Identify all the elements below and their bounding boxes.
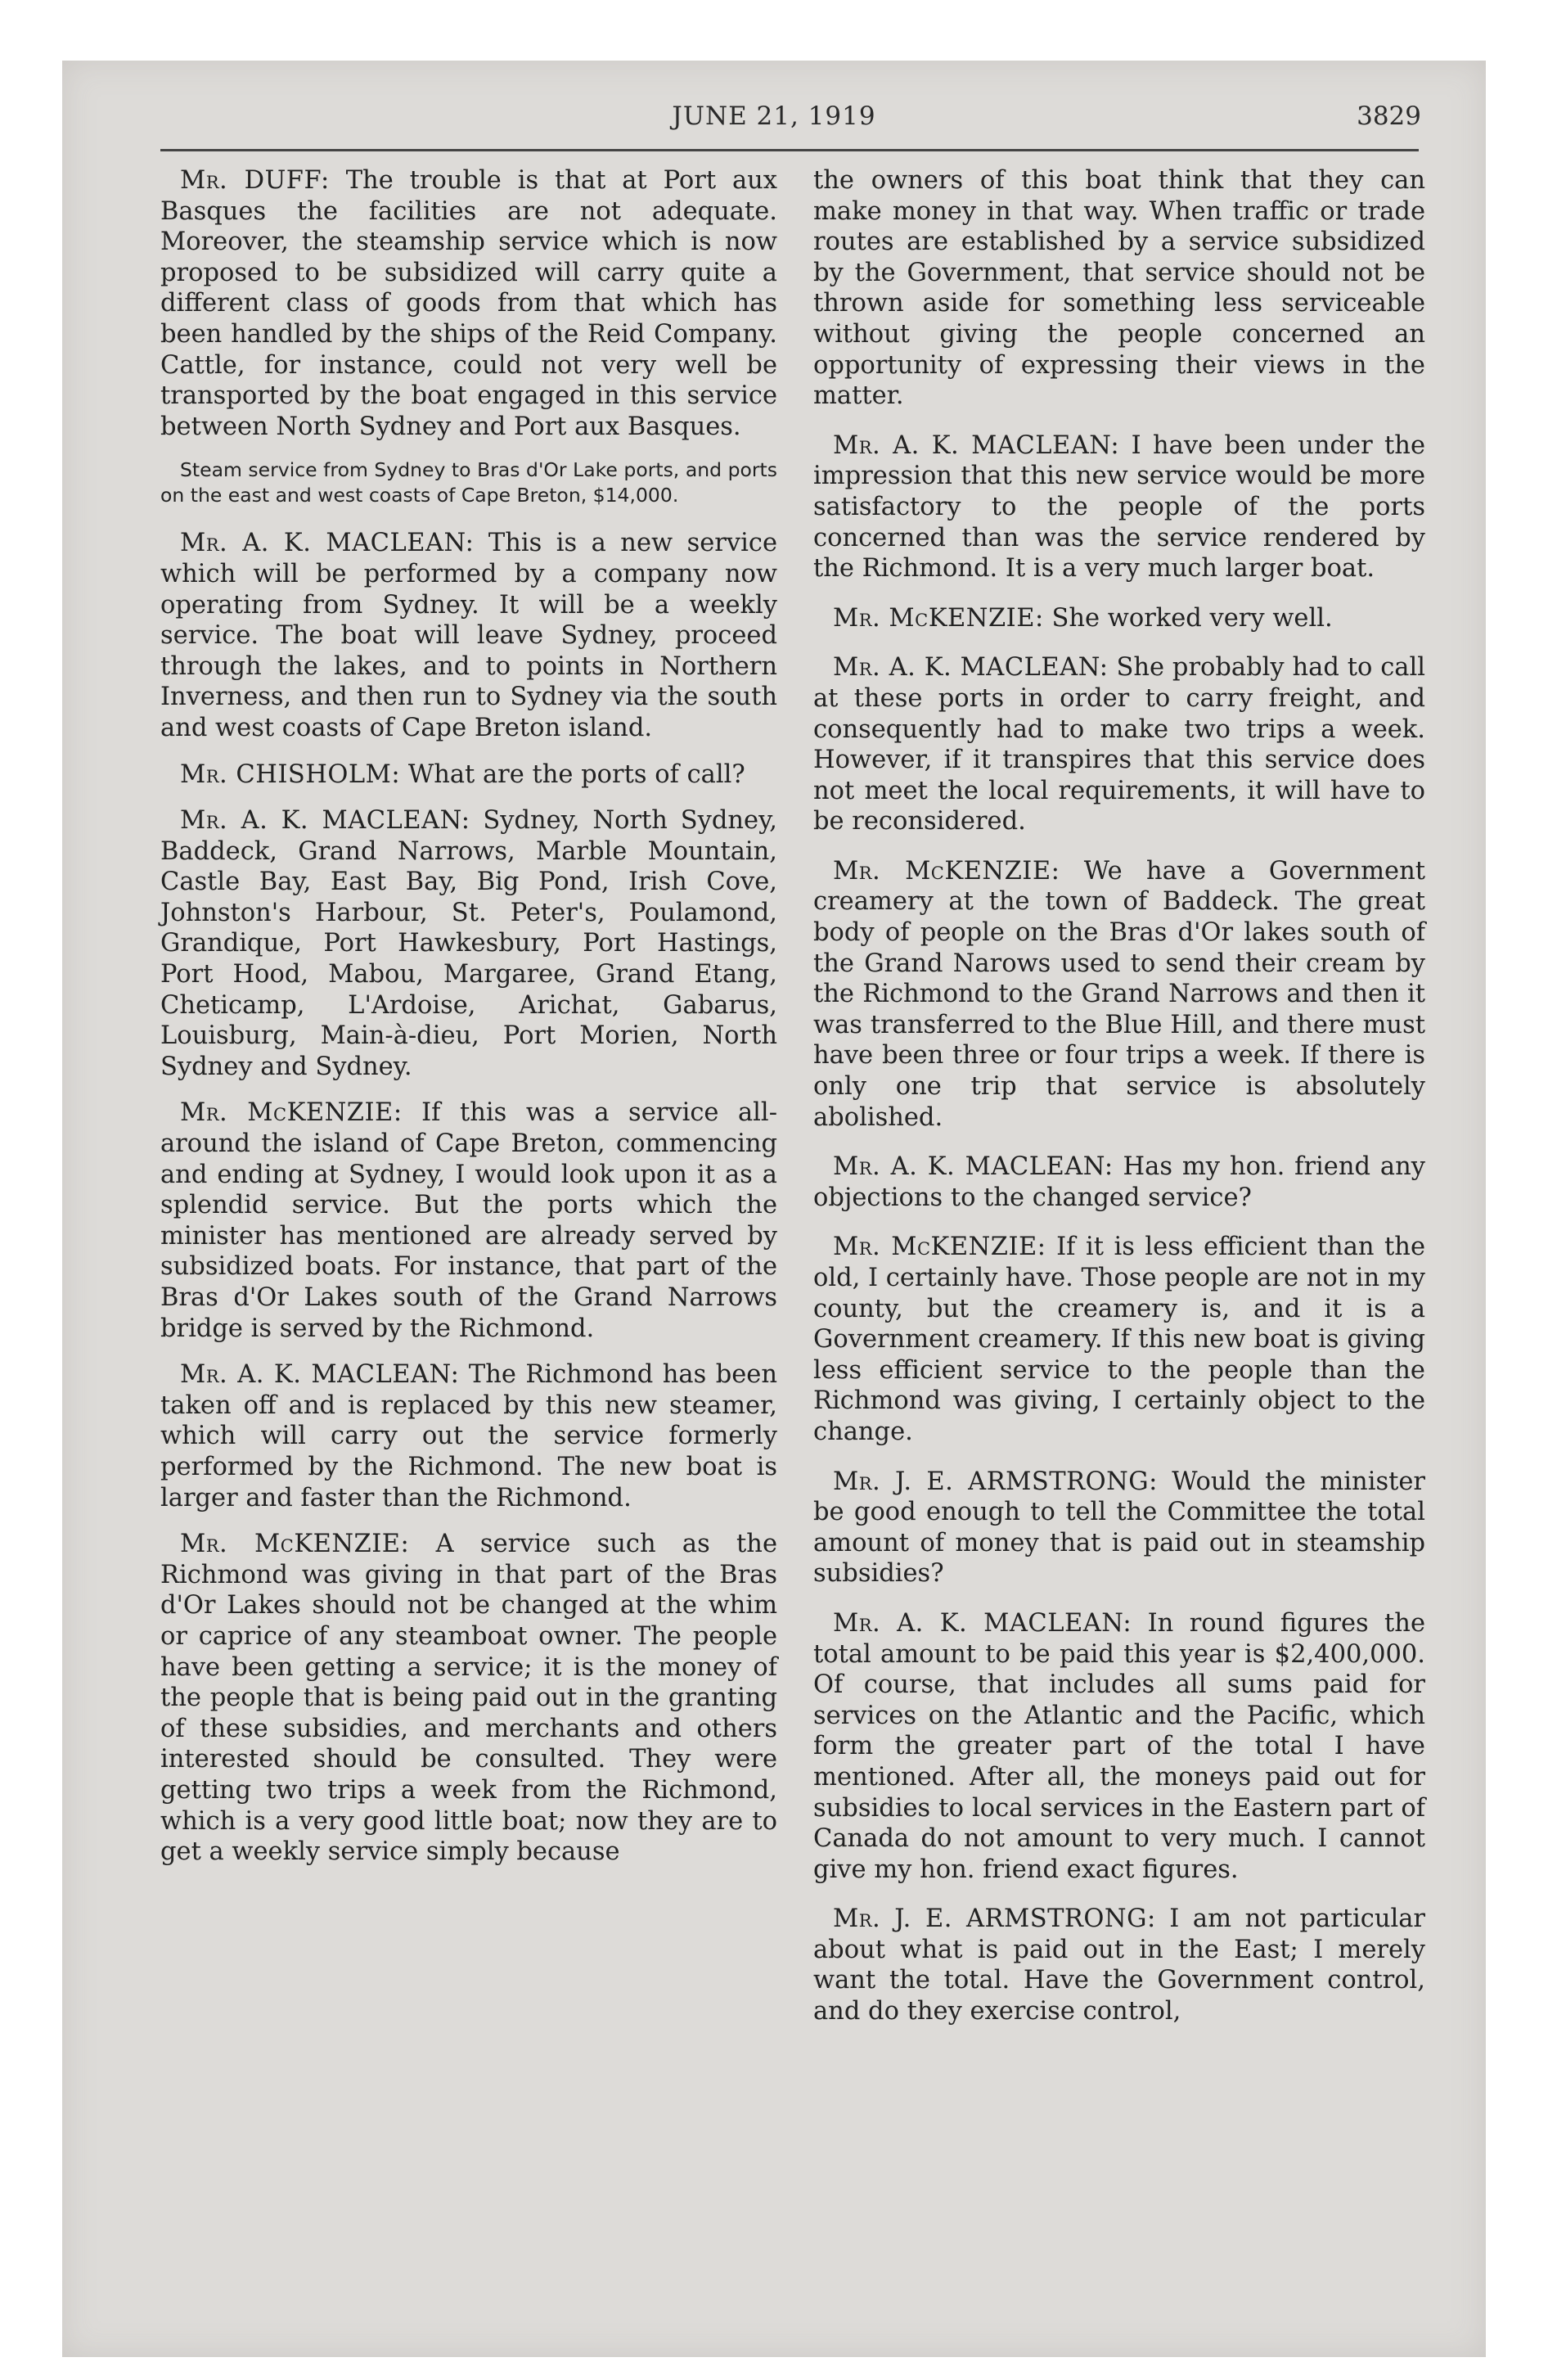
paragraph	[813, 652, 1425, 837]
speaker-name: Mr. McKENZIE:	[180, 1098, 403, 1128]
speech-text: I have been under the impression that this new service would be more satisfactory to the people of the ports concerned than was the service rendered by the Richmond. It is a very much larger boat.	[813, 430, 1425, 584]
speech-text: Sydney, North Sydney, Baddeck, Grand Narrows, Marble Mountain, Castle Bay, East Bay, Big Pond, Irish Cove, Johnston's Harbour, St. Peter's, Poulamond, Grandique, Port Hawkesbury, Port Hastings, Port Hood, Mabou, Margaree, Grand Etang, Cheticamp, L'Ardoise, Arichat, Gabarus, Louisburg, Main-à-dieu, Port Morien, North Sydney and Sydney.	[160, 806, 777, 1081]
paragraph	[813, 1608, 1425, 1885]
speaker-name: Mr. McKENZIE:	[833, 603, 1044, 633]
paragraph	[160, 1098, 777, 1344]
speech-text: If it is less efficient than the old, I certainly have. Those people are not in my county, but the creamery is, and it is a Government creamery. If this new boat is giving less efficient service to the people than the Richmond was giving, I certainly object to the change.	[813, 1233, 1425, 1446]
paragraph	[160, 1359, 777, 1513]
speaker-name: Mr. J. E. ARMSTRONG:	[833, 1904, 1156, 1934]
speech-text: Would the minister be good enough to tell the Committee the total amount of money that is paid out in steamship subsidies?	[813, 1467, 1425, 1589]
speaker-name: Mr. McKENZIE:	[833, 856, 1060, 886]
speech-text: Has my hon. friend any objections to the changed service?	[813, 1152, 1425, 1212]
paragraph	[160, 1529, 777, 1868]
paragraph	[160, 805, 777, 1082]
header-date: JUNE 21, 1919	[672, 101, 876, 131]
right-column	[813, 165, 1425, 2046]
speaker-name: Mr. J. E. ARMSTRONG:	[833, 1467, 1158, 1496]
speaker-name: Mr. A. K. MACLEAN:	[180, 1360, 460, 1390]
paragraph	[160, 760, 777, 791]
paragraph	[813, 856, 1425, 1133]
speaker-name: Mr. A. K. MACLEAN:	[180, 529, 475, 558]
speech-text: I am not particular about what is paid out in the East; I merely want the total. Have the Government control, and do they exercise control,	[813, 1904, 1425, 2026]
paragraph	[813, 1152, 1425, 1213]
speech-text: the owners of this boat think that they can make money in that way. When traffic or trade routes are established by a service subsidized by the Government, that service should not be thrown aside for something less serviceable without giving the people concerned an opportunity of expressing their views in the matter.	[813, 166, 1425, 411]
paragraph	[813, 1904, 1425, 2026]
speech-text: If this was a service all-around the island of Cape Breton, commencing and ending at Sydney, I would look upon it as a splendid service. But the ports which the minister has mentioned are already served by subsidized boats. For instance, that part of the Bras d'Or Lakes south of the Grand Narrows bridge is served by the Richmond.	[160, 1098, 777, 1343]
paragraph	[813, 430, 1425, 584]
paragraph	[160, 528, 777, 743]
paragraph	[813, 165, 1425, 412]
paragraph	[813, 603, 1425, 634]
speaker-name: Mr. A. K. MACLEAN:	[180, 806, 470, 836]
speaker-name: Mr. CHISHOLM:	[180, 760, 401, 789]
speaker-name: Mr. A. K. MACLEAN:	[833, 1608, 1132, 1638]
speaker-name: Mr. McKENZIE:	[180, 1530, 410, 1559]
page-number: 3829	[1357, 101, 1421, 131]
estimate-item: Steam service from Sydney to Bras d'Or Lake ports, and ports on the east and west coasts of Cape Breton, $14,000.	[160, 458, 777, 507]
speaker-name: Mr. A. K. MACLEAN:	[833, 653, 1109, 683]
speech-text: What are the ports of call?	[400, 760, 745, 789]
speaker-name: Mr. A. K. MACLEAN:	[833, 1152, 1114, 1182]
paragraph	[813, 1232, 1425, 1447]
speech-text: She probably had to call at these ports in order to carry freight, and consequently had to make two trips a week. However, if it transpires that this service does not meet the local requirements, it will have to be reconsidered.	[813, 653, 1425, 836]
speech-text: In round figures the total amount to be paid this year is $2,400,000. Of course, that includes all sums paid for services on the Atlantic and the Pacific, which form the greater part of the total I have mentioned. After all, the moneys paid out for subsidies to local services in the Eastern part of Canada do not amount to very much. I cannot give my hon. friend exact figures.	[813, 1608, 1426, 1884]
speech-text: We have a Government creamery at the town of Baddeck. The great body of people on the Bras d'Or lakes south of the Grand Narows used to send their cream by the Richmond to the Grand Narrows and then it was transferred to the Blue Hill, and there must have been three or four trips a week. If there is only one trip that service is absolutely abolished.	[813, 856, 1426, 1132]
speaker-name: Mr. McKENZIE:	[833, 1233, 1046, 1262]
left-column	[160, 165, 777, 1883]
paragraph	[160, 165, 777, 442]
speech-text: The Richmond has been taken off and is replaced by this new steamer, which will carry out the service formerly performed by the Richmond. The new boat is larger and faster than the Richmond.	[160, 1360, 777, 1512]
speaker-name: Mr. DUFF:	[180, 166, 330, 195]
speech-text: The trouble is that at Port aux Basques the facilities are not adequate. Moreover, the steamship service which is now proposed to be subsidized will carry quite a different class of goods from that which has been handled by the ships of the Reid Company. Cattle, for instance, could not very well be transported by the boat engaged in this service between North Sydney and Port aux Basques.	[160, 166, 777, 441]
speaker-name: Mr. A. K. MACLEAN:	[833, 430, 1120, 460]
speech-text: She worked very well.	[1043, 603, 1333, 633]
speech-text: A service such as the Richmond was giving in that part of the Bras d'Or Lakes should not be changed at the whim or caprice of any steamboat owner. The people have been getting a service; it is the money of the people that is being paid out in the granting of these subsidies, and merchants and others interested should be consulted. They were getting two trips a week from the Richmond, which is a very good little boat; now they are to get a weekly service simply because	[160, 1530, 777, 1867]
speech-text: This is a new service which will be performed by a company now operating from Sydney. It will be a weekly service. The boat will leave Sydney, proceed through the lakes, and to points in Northern Inverness, and then run to Sydney via the south and west coasts of Cape Breton island.	[160, 529, 777, 742]
paragraph	[813, 1467, 1425, 1589]
header-rule	[160, 149, 1419, 151]
